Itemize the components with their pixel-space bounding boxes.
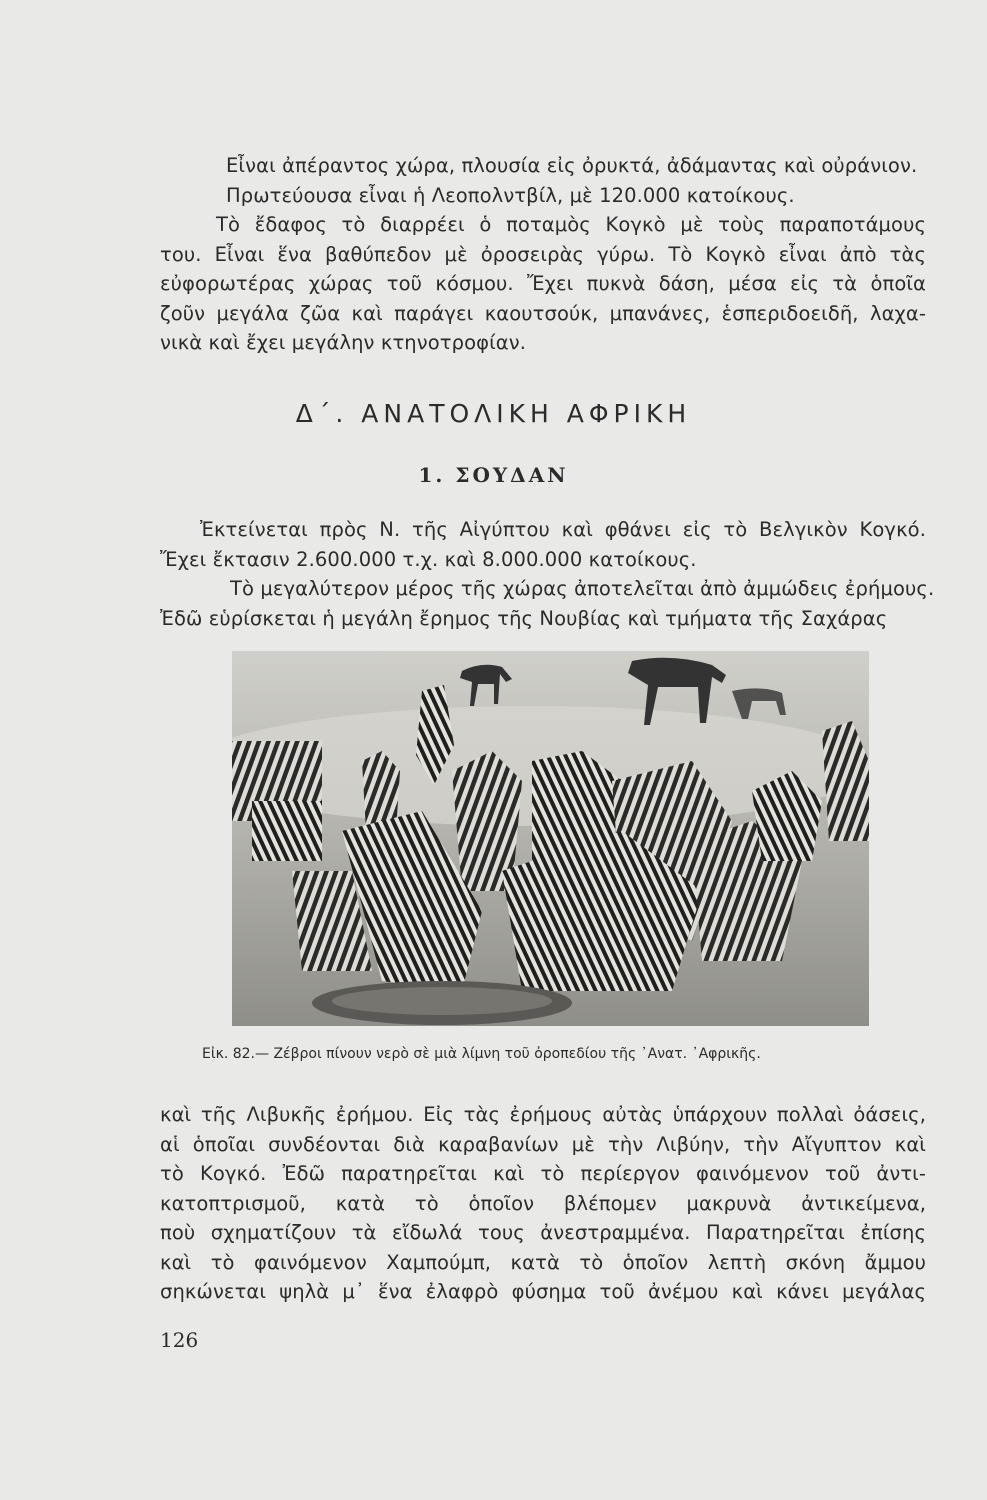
text-line: αἱ ὁποῖαι συνδέονται διὰ καραβανίων μὲ τὴν Λιβύην, τὴν Αἴγυπτον καὶ bbox=[160, 1132, 926, 1156]
text-line: τὸ Κογκό. Ἐδῶ παρατηρεῖται καὶ τὸ περίεργον φαινόμενον τοῦ ἀντι- bbox=[160, 1162, 926, 1185]
figure-caption: Εἰκ. 82.— Ζέβροι πίνουν νερὸ σὲ μιὰ λίμνη τοῦ ὀροπεδίου τῆς ᾽Ανατ. ᾽Αφρικῆς. bbox=[202, 1046, 761, 1062]
text-line: του. Εἶναι ἕνα βαθύπεδον μὲ ὀροσειρὰς γύρω. Τὸ Κογκὸ εἶναι ἀπὸ τὰς bbox=[160, 242, 926, 266]
zebra-photo-illustration bbox=[232, 651, 869, 1026]
subsection-heading: 1. ΣΟΥΔΑΝ bbox=[418, 463, 569, 487]
text-line: Πρωτεύουσα εἶναι ἡ Λεοπολντβίλ, μὲ 120.000 κατοίκους. bbox=[226, 183, 795, 207]
paragraph-deserts bbox=[160, 1100, 926, 1307]
text-line: σηκώνεται ψηλὰ μ᾽ ἕνα ἐλαφρὸ φύσημα τοῦ ἀνέμου καὶ κάνει μεγάλας bbox=[160, 1280, 926, 1303]
paragraph-congo bbox=[160, 151, 926, 358]
text-line: Ἐκτείνεται πρὸς Ν. τῆς Αἰγύπτου καὶ φθάνει εἰς τὸ Βελγικὸν Κογκό. bbox=[200, 518, 926, 541]
text-line: εὐφορωτέρας χώρας τοῦ κόσμου. Ἔχει πυκνὰ δάση, μέσα εἰς τὰ ὁποῖα bbox=[160, 272, 926, 295]
text-line: καὶ τῆς Λιβυκῆς ἐρήμου. Εἰς τὰς ἐρήμους αὐτὰς ὑπάρχουν πολλαὶ ὀάσεις, bbox=[160, 1103, 926, 1126]
text-line: κατοπτρισμοῦ, κατὰ τὸ ὁποῖον βλέπομεν μακρυνὰ ἀντικείμενα, bbox=[160, 1191, 926, 1215]
paragraph-sudan bbox=[160, 515, 935, 633]
text-line: ποὺ σχηματίζουν τὰ εἴδωλά τους ἀνεστραμμένα. Παρατηρεῖται ἐπίσης bbox=[160, 1221, 926, 1244]
text-line: Τὸ μεγαλύτερον μέρος τῆς χώρας ἀποτελεῖται ἀπὸ ἀμμώδεις ἐρήμους. bbox=[230, 577, 935, 600]
text-line: Ἔχει ἔκτασιν 2.600.000 τ.χ. καὶ 8.000.000 κατοίκους. bbox=[160, 547, 697, 571]
page-number: 126 bbox=[160, 1328, 199, 1352]
zebra-photograph bbox=[232, 651, 869, 1026]
text-line: καὶ τὸ φαινόμενον Χαμπούμπ, κατὰ τὸ ὁποῖον λεπτὴ σκόνη ἄμμου bbox=[160, 1250, 926, 1274]
text-line: Τὸ ἔδαφος τὸ διαρρέει ὁ ποταμὸς Κογκὸ μὲ τοὺς παραποτάμους bbox=[216, 213, 926, 236]
text-line: Ἐδῶ εὑρίσκεται ἡ μεγάλη ἔρημος τῆς Νουβίας καὶ τμήματα τῆς Σαχάρας bbox=[160, 606, 888, 630]
section-heading: Δ΄. ΑΝΑΤΟΛΙΚΗ ΑΦΡΙΚΗ bbox=[295, 399, 692, 428]
text-line: ζοῦν μεγάλα ζῶα καὶ παράγει καουτσούκ, μπανάνες, ἑσπεριδοειδῆ, λαχα- bbox=[160, 301, 926, 325]
text-line: Εἶναι ἀπέραντος χώρα, πλουσία εἰς ὀρυκτά, ἀδάμαντας καὶ οὐράνιον. bbox=[226, 154, 918, 177]
text-line: νικὰ καὶ ἔχει μεγάλην κτηνοτροφίαν. bbox=[160, 331, 527, 354]
